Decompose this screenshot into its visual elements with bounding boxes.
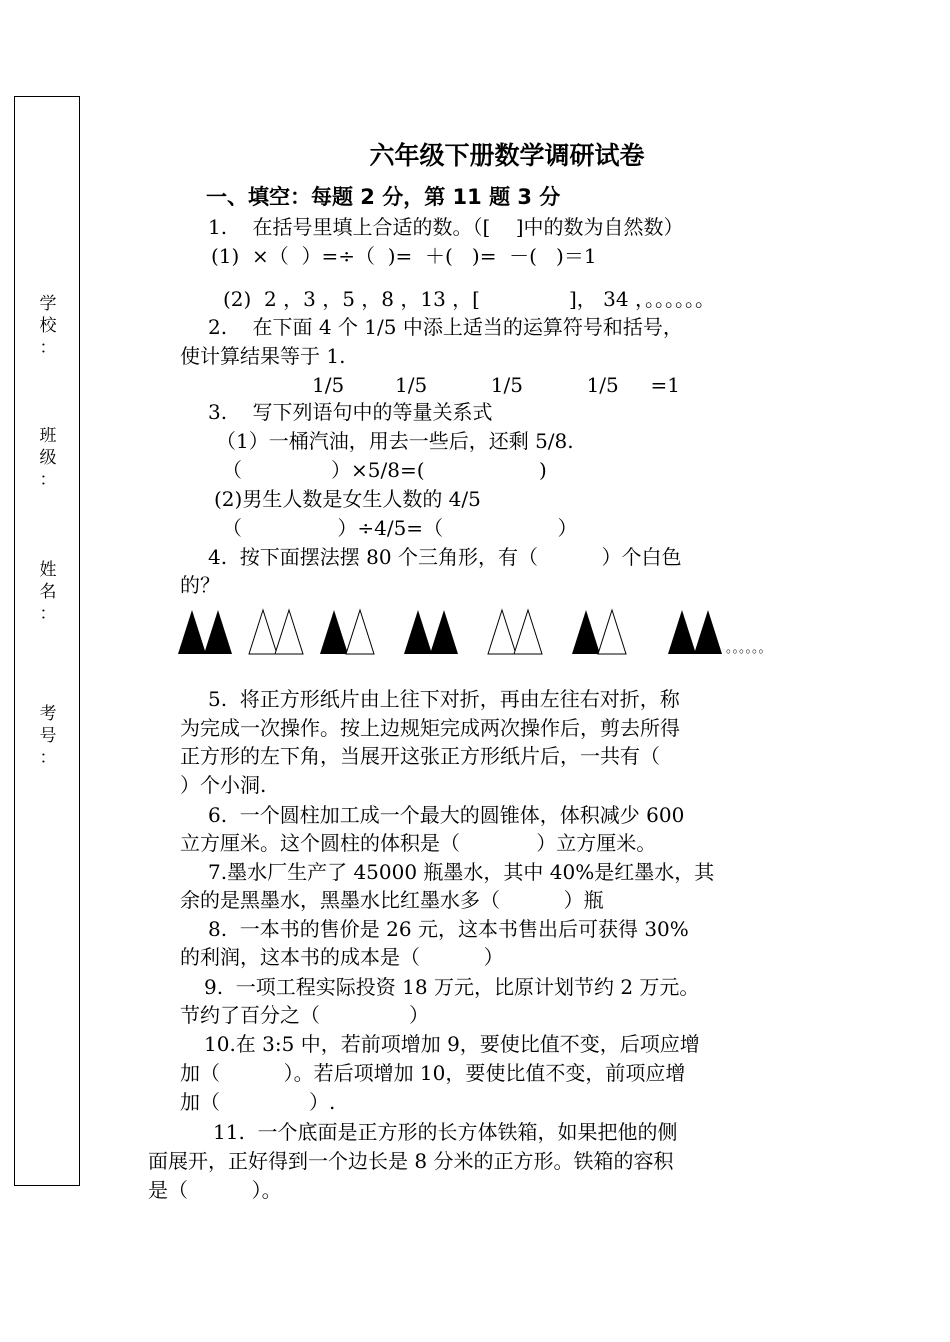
- triangle-group-4: [404, 610, 458, 654]
- triangle-ellipsis: 。。。。。。: [726, 641, 772, 656]
- question-8-cont: 的利润，这本书的成本是（ ）: [180, 945, 504, 969]
- question-3-part-1-answer: （ ）×5/8=( ): [222, 458, 547, 482]
- question-10-line-2: 加（ ）。若后项增加 10，要使比值不变，前项应增: [180, 1061, 686, 1085]
- question-1-part-2: (2) 2 ，3 ，5 ，8 ，13 ，[ ]， 34 ，。。。。。。: [223, 287, 715, 311]
- question-10: 10.在 3:5 中，若前项增加 9，要使比值不变，后项应增: [204, 1032, 700, 1056]
- question-5-line-3: 正方形的左下角，当展开这张正方形纸片后，一共有（: [180, 744, 660, 768]
- question-3: 3. 写下列语句中的等量关系式: [208, 400, 493, 424]
- question-4-cont: 的？: [180, 573, 220, 597]
- question-9-cont: 节约了百分之（ ）: [180, 1003, 430, 1027]
- question-2-expression: 1/5 1/5 1/5 1/5 =1: [312, 373, 681, 397]
- question-5-line-4: ）个小洞.: [180, 773, 267, 797]
- question-3-part-1: （1）一桶汽油，用去一些后，还剩 5/8.: [216, 429, 574, 453]
- class-label: 班 级 ：: [39, 426, 57, 490]
- question-6: 6. 一个圆柱加工成一个最大的圆锥体，体积减少 600: [208, 803, 685, 827]
- question-11-line-3: 是（ ）。: [148, 1178, 282, 1202]
- question-8: 8. 一本书的售价是 26 元，这本书售出后可获得 30%: [208, 917, 689, 941]
- triangle-group-1: [178, 610, 232, 654]
- question-7: 7.墨水厂生产了 45000 瓶墨水，其中 40%是红墨水，其: [208, 860, 715, 884]
- triangle-pattern: [178, 608, 818, 658]
- section-heading: 一、填空：每题 2 分，第 11 题 3 分: [206, 185, 561, 209]
- question-11-line-2: 面展开，正好得到一个边长是 8 分米的正方形。铁箱的容积: [148, 1149, 674, 1173]
- question-1: 1. 在括号里填上合适的数。（[ ]中的数为自然数）: [208, 215, 684, 239]
- page-title: 六年级下册数学调研试卷: [369, 141, 645, 170]
- question-2-cont: 使计算结果等于 1.: [180, 344, 346, 368]
- exam-number-label: 考 号 ：: [39, 704, 57, 768]
- question-3-part-2-answer: （ ）÷4/5=（ ）: [222, 516, 578, 540]
- triangle-group-2: [249, 610, 303, 654]
- question-6-cont: 立方厘米。这个圆柱的体积是（ ）立方厘米。: [180, 831, 657, 855]
- question-7-cont: 余的是黑墨水，黑墨水比红墨水多（ ）瓶: [180, 888, 604, 912]
- triangle-group-5: [488, 610, 542, 654]
- school-label: 学 校 ：: [39, 294, 57, 358]
- triangle-group-7: [668, 610, 722, 654]
- question-2: 2. 在下面 4 个 1/5 中添上适当的运算符号和括号，: [208, 315, 683, 339]
- question-5-line-2: 为完成一次操作。按上边规矩完成两次操作后，剪去所得: [180, 716, 680, 740]
- binding-margin-box: [14, 96, 80, 1186]
- question-1-part-1: (1) ×（ ）=÷（ )= ＋( )= －( )＝1: [211, 244, 597, 268]
- question-9: 9. 一项工程实际投资 18 万元，比原计划节约 2 万元。: [204, 975, 700, 999]
- name-label: 姓 名 ：: [39, 560, 57, 624]
- triangle-group-6: [572, 610, 626, 654]
- triangle-group-3: [320, 610, 374, 654]
- question-11: 11. 一个底面是正方形的长方体铁箱，如果把他的侧: [213, 1120, 678, 1144]
- question-3-part-2: (2)男生人数是女生人数的 4/5: [214, 487, 481, 511]
- question-10-line-3: 加（ ）.: [180, 1090, 336, 1114]
- question-4: 4. 按下面摆法摆 80 个三角形，有（ ）个白色: [208, 545, 682, 569]
- question-5: 5. 将正方形纸片由上往下对折，再由左往右对折，称: [208, 687, 680, 711]
